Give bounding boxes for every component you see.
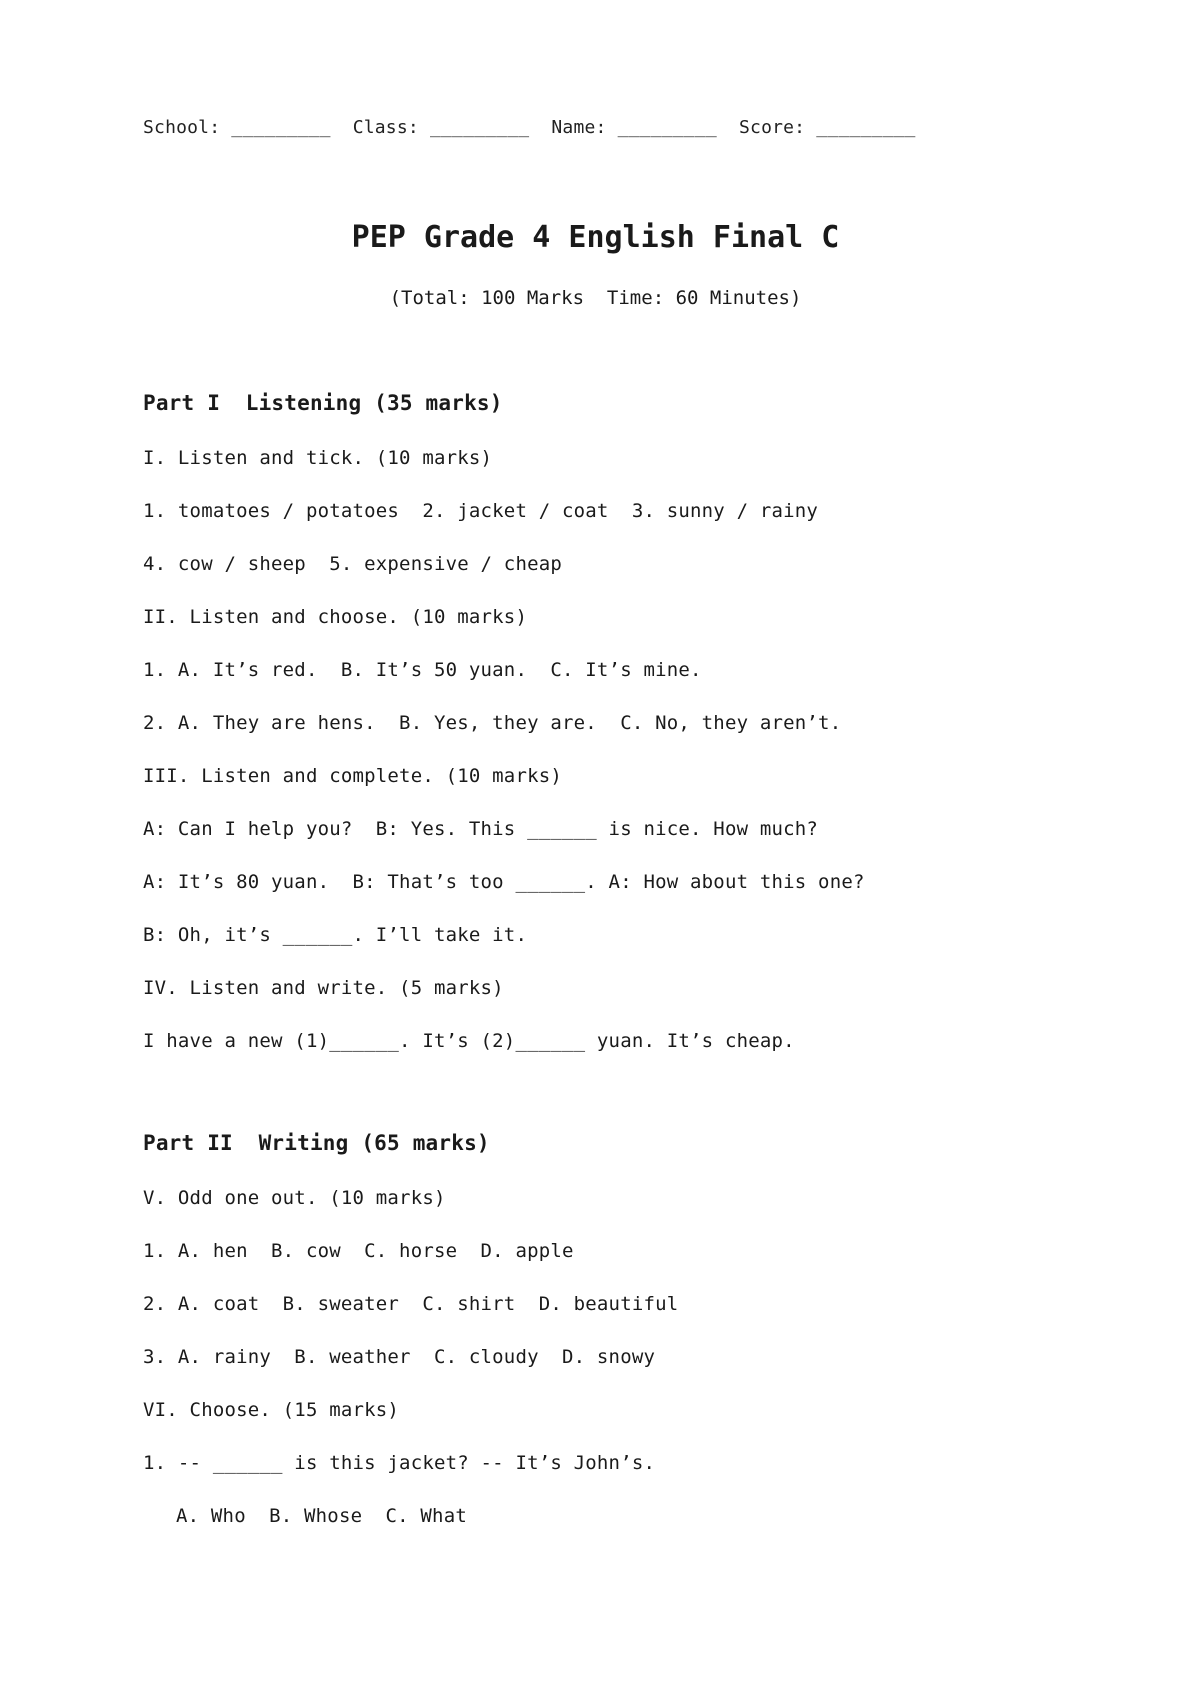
part-1-heading: Part I Listening (35 marks) bbox=[143, 391, 503, 415]
section-1-line-2: 4. cow / sheep 5. expensive / cheap bbox=[143, 553, 563, 575]
section-6-question-1-options: A. Who B. Whose C. What bbox=[176, 1505, 467, 1527]
section-5-question-3: 3. A. rainy B. weather C. cloudy D. snowy bbox=[143, 1346, 656, 1368]
section-2-question-2: 2. A. They are hens. B. Yes, they are. C. No, they aren’t. bbox=[143, 712, 842, 734]
exam-subtitle: (Total: 100 Marks Time: 60 Minutes) bbox=[389, 287, 802, 309]
section-4-line-1: I have a new (1)______. It’s (2)______ yuan. It’s cheap. bbox=[143, 1030, 795, 1052]
exam-title: PEP Grade 4 English Final C bbox=[351, 220, 840, 255]
section-3-line-1: A: Can I help you? B: Yes. This ______ is nice. How much? bbox=[143, 818, 819, 840]
section-3-heading: III. Listen and complete. (10 marks) bbox=[143, 765, 563, 787]
section-4-heading: IV. Listen and write. (5 marks) bbox=[143, 977, 504, 999]
section-5-question-2: 2. A. coat B. sweater C. shirt D. beautiful bbox=[143, 1293, 679, 1315]
section-1-heading: I. Listen and tick. (10 marks) bbox=[143, 447, 493, 469]
section-5-question-1: 1. A. hen B. cow C. horse D. apple bbox=[143, 1240, 574, 1262]
section-6-heading: VI. Choose. (15 marks) bbox=[143, 1399, 400, 1421]
section-6-question-1: 1. -- ______ is this jacket? -- It’s John’s. bbox=[143, 1452, 656, 1474]
student-info-line: School: _________ Class: _________ Name: _________ Score: _________ bbox=[143, 117, 916, 138]
part-2-heading: Part II Writing (65 marks) bbox=[143, 1131, 490, 1155]
section-5-heading: V. Odd one out. (10 marks) bbox=[143, 1187, 446, 1209]
section-2-heading: II. Listen and choose. (10 marks) bbox=[143, 606, 528, 628]
section-2-question-1: 1. A. It’s red. B. It’s 50 yuan. C. It’s mine. bbox=[143, 659, 702, 681]
section-3-line-2: A: It’s 80 yuan. B: That’s too ______. A: How about this one? bbox=[143, 871, 865, 893]
section-1-line-1: 1. tomatoes / potatoes 2. jacket / coat 3. sunny / rainy bbox=[143, 500, 819, 522]
section-3-line-3: B: Oh, it’s ______. I’ll take it. bbox=[143, 924, 528, 946]
